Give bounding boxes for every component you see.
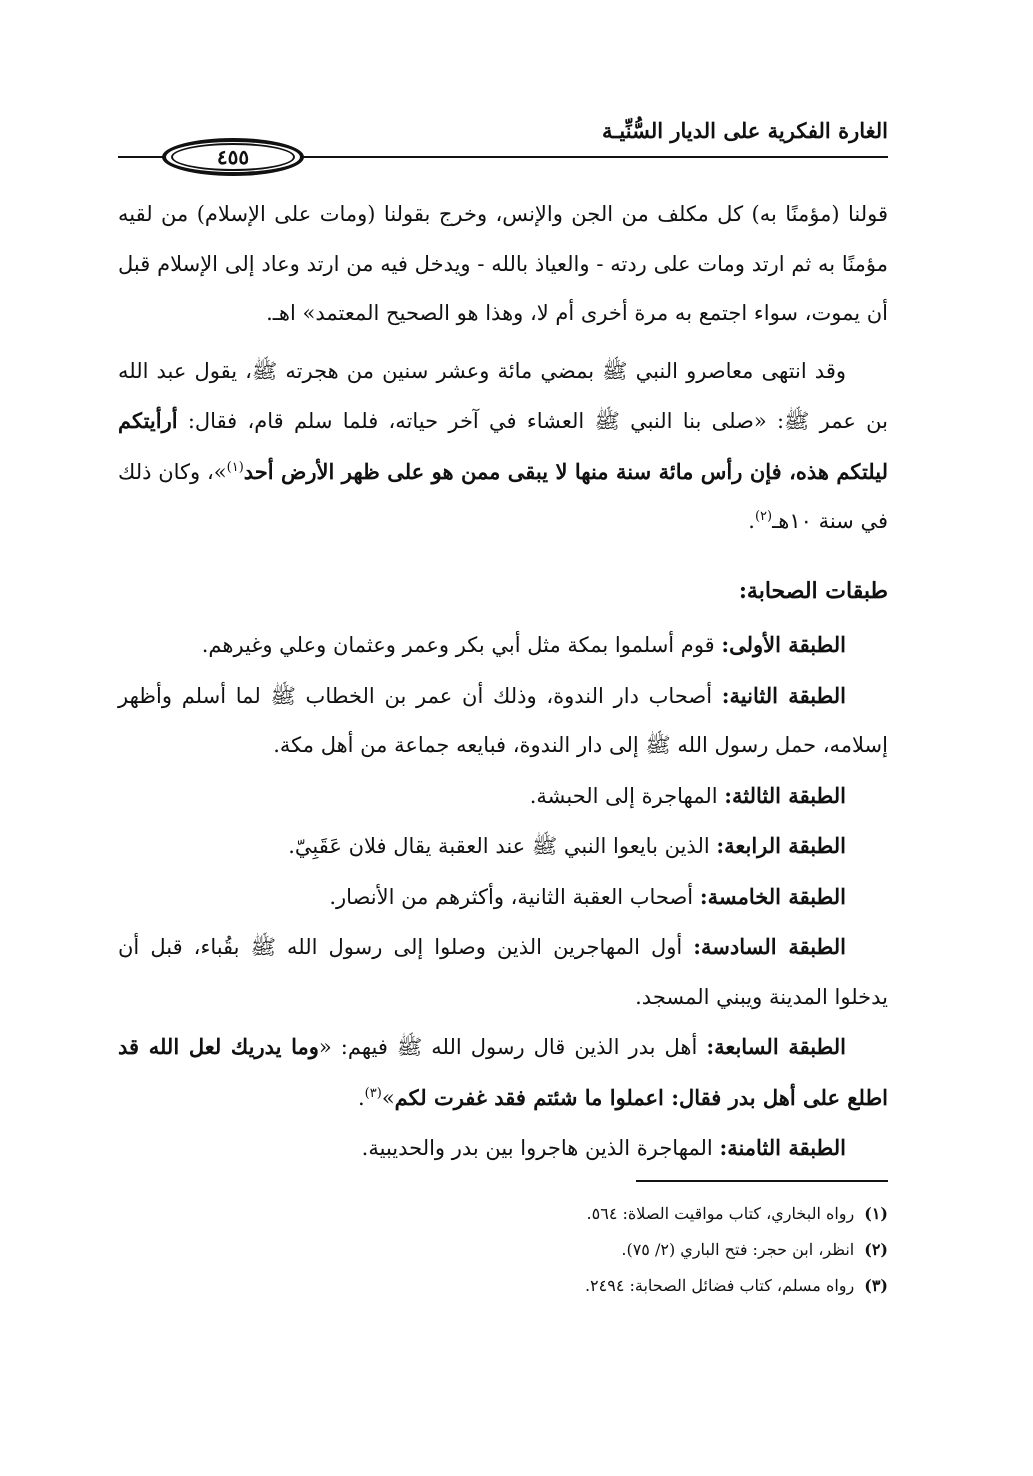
hadith-quote: وما يدريك لعل الله قد اطلع على أهل بدر فقال: اعملوا ما شئتم فقد غفرت لكم bbox=[118, 1034, 888, 1110]
hadith-quote: أرأيتكم ليلتكم هذه، فإن رأس مائة سنة منها لا يبقى ممن هو على ظهر الأرض أحد bbox=[118, 408, 888, 484]
tabaqa-label: الطبقة السادسة: bbox=[693, 934, 846, 959]
footnote-number: (٣) bbox=[864, 1276, 888, 1295]
footnote-item bbox=[118, 1196, 888, 1232]
tabaqa-text: أول المهاجرين الذين وصلوا إلى رسول الله ﷺ بقُباء، قبل أن يدخلوا المدينة ويبني المسجد. bbox=[118, 935, 888, 1009]
tabaqa-text: قوم أسلموا بمكة مثل أبي بكر وعمر وعثمان وعلي وغيرهم. bbox=[201, 633, 722, 657]
tabaqa-item bbox=[118, 620, 888, 671]
footnote-ref-3[interactable]: (٣) bbox=[364, 1085, 382, 1101]
page-number-ornament bbox=[162, 138, 304, 176]
tabaqa-text: أصحاب دار الندوة، وذلك أن عمر بن الخطاب ﷺ لما أسلم وأظهر إسلامه، حمل رسول الله ﷺ إلى دار الندوة، فبايعه جماعة من أهل مكة. bbox=[118, 683, 888, 757]
tabaqa-text: أهل بدر الذين قال رسول الله ﷺ فيهم: « bbox=[318, 1035, 707, 1059]
tabaqa-label: الطبقة الأولى: bbox=[721, 632, 846, 657]
tabaqa-item bbox=[118, 771, 888, 822]
footnote-number: (١) bbox=[864, 1204, 888, 1223]
footnote-text: رواه مسلم، كتاب فضائل الصحابة: ٢٤٩٤. bbox=[584, 1276, 855, 1295]
tabaqa-text: الذين بايعوا النبي ﷺ عند العقبة يقال فلان عَقَبِيّ. bbox=[288, 834, 717, 858]
tabaqa-item bbox=[118, 821, 888, 872]
footnote-separator bbox=[636, 1180, 888, 1182]
footnote-item bbox=[118, 1232, 888, 1268]
tabaqa-item-seventh bbox=[118, 1022, 888, 1123]
tabaqa-text: » bbox=[381, 1085, 395, 1110]
footnote-text: انظر، ابن حجر: فتح الباري (٢/ ٧٥). bbox=[621, 1240, 855, 1259]
tabaqa-label: الطبقة الثانية: bbox=[721, 682, 846, 708]
main-text bbox=[118, 190, 888, 1174]
tabaqa-item-eighth bbox=[118, 1123, 888, 1174]
tabaqa-item bbox=[118, 872, 888, 923]
running-title: الغارة الفكرية على الديار السُّنِّيـة bbox=[602, 118, 888, 143]
paragraph-text: وقد انتهى معاصرو النبي ﷺ بمضي مائة وعشر سنين من هجرته ﷺ، يقول عبد الله بن عمر ﷺ: «صلى بنا النبي ﷺ العشاء في آخر حياته، فلما سلم قام، فقال: bbox=[118, 358, 888, 433]
tabaqa-text: أصحاب العقبة الثانية، وأكثرهم من الأنصار. bbox=[329, 884, 700, 909]
tabaqa-label: الطبقة الرابعة: bbox=[716, 833, 846, 858]
tabaqa-label: الطبقة الخامسة: bbox=[699, 883, 846, 909]
tabaqa-item bbox=[118, 671, 888, 771]
footnote-number: (٢) bbox=[864, 1240, 888, 1259]
paragraph-continuation: قولنا (مؤمنًا به) كل مكلف من الجن والإنس، وخرج بقولنا (ومات على الإسلام) من لقيه مؤمنًا به ثم ارتد ومات على ردته - والعياذ بالله - ويدخل فيه من ارتد وعاد إلى الإسلام قبل أن يموت، سواء اجتمع به مرة أخرى أم لا، وهذا هو الصحيح المعتمد» اهـ. bbox=[118, 202, 888, 325]
paragraph-text: . bbox=[748, 509, 755, 533]
tabaqa-item bbox=[118, 922, 888, 1022]
tabaqa-text: المهاجرة الذين هاجروا بين بدر والحديبية. bbox=[361, 1136, 720, 1160]
page-header bbox=[118, 110, 888, 180]
section-heading: طبقات الصحابة: bbox=[738, 577, 888, 604]
footnotes bbox=[118, 1196, 888, 1304]
tabaqa-label: الطبقة الثالثة: bbox=[724, 782, 846, 808]
footnote-text: رواه البخاري، كتاب مواقيت الصلاة: ٥٦٤. bbox=[586, 1204, 855, 1223]
footnote-item bbox=[118, 1268, 888, 1304]
tabaqa-label: الطبقة السابعة: bbox=[706, 1034, 846, 1059]
page-number: ٤٥٥ bbox=[171, 143, 295, 171]
tabaqa-label: الطبقة الثامنة: bbox=[719, 1135, 846, 1160]
paragraph-companions-era bbox=[118, 347, 888, 547]
paragraph-text: »، وكان ذلك في سنة ١٠هـ bbox=[118, 459, 888, 533]
tabaqa-text: المهاجرة إلى الحبشة. bbox=[529, 783, 725, 808]
footnote-ref-1[interactable]: (١) bbox=[226, 459, 244, 475]
tabaqa-text: . bbox=[357, 1085, 365, 1110]
footnote-ref-2[interactable]: (٢) bbox=[754, 509, 773, 524]
